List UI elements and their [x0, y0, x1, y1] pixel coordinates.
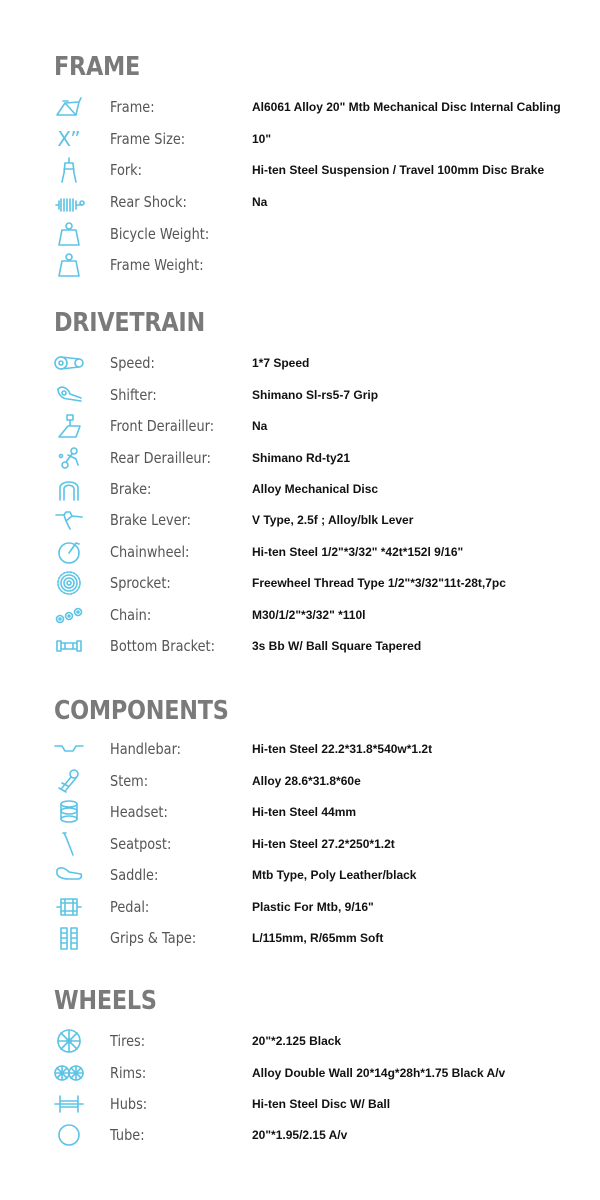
- brake-lever-icon: [52, 506, 86, 534]
- spec-row-headset: [0, 797, 600, 827]
- spec-row-frame-size: [0, 124, 600, 154]
- spec-label: Frame:: [110, 98, 155, 116]
- frame-size-icon-text: X”: [57, 127, 81, 151]
- bottom-bracket-icon: [52, 632, 86, 660]
- spec-row-shifter: [0, 380, 600, 410]
- spec-label: Bicycle Weight:: [110, 225, 210, 243]
- spec-row-tires: [0, 1026, 600, 1056]
- spec-row-fork: [0, 155, 600, 185]
- handlebar-icon: [52, 735, 86, 763]
- spec-value: Hi-ten Steel Disc W/ Ball: [252, 1097, 391, 1111]
- grips-icon: [52, 924, 86, 952]
- spec-value: Alloy 28.6*31.8*60e: [252, 774, 361, 788]
- spec-value: Plastic For Mtb, 9/16": [252, 900, 374, 914]
- spec-value: 1*7 Speed: [252, 356, 310, 370]
- spec-row-handlebar: [0, 734, 600, 764]
- frame-icon: [52, 93, 86, 121]
- spec-value: L/115mm, R/65mm Soft: [252, 931, 384, 945]
- tube-icon: [52, 1121, 86, 1149]
- spec-row-rear-shock: [0, 187, 600, 217]
- spec-value: Mtb Type, Poly Leather/black: [252, 868, 417, 882]
- chain-icon: [52, 601, 86, 629]
- spec-label: Tires:: [110, 1032, 146, 1050]
- spec-value: Alloy Double Wall 20*14g*28h*1.75 Black A/v: [252, 1066, 506, 1080]
- spec-label: Seatpost:: [110, 835, 172, 853]
- fork-icon: [52, 156, 86, 184]
- spec-row-pedal: [0, 892, 600, 922]
- spec-label: Tube:: [110, 1126, 145, 1144]
- spec-row-front-derailleur: [0, 411, 600, 441]
- spec-row-grips-tape: [0, 923, 600, 953]
- spec-row-stem: [0, 766, 600, 796]
- shifter-icon: [52, 381, 86, 409]
- spec-value: Hi-ten Steel 1/2"*3/32" *42t*152l 9/16": [252, 545, 464, 559]
- spec-label: Fork:: [110, 161, 142, 179]
- spec-value: Alloy Mechanical Disc: [252, 482, 379, 496]
- spec-label: Grips & Tape:: [110, 929, 197, 947]
- spec-row-bottom-bracket: [0, 631, 600, 661]
- chainwheel-icon: [52, 538, 86, 566]
- spec-label: Rear Derailleur:: [110, 449, 211, 467]
- stem-icon: [52, 767, 86, 795]
- spec-row-frame: [0, 92, 600, 122]
- frame-size-icon: [52, 125, 86, 153]
- spec-value: Shimano Sl-rs5-7 Grip: [252, 388, 379, 402]
- tire-icon: [52, 1027, 86, 1055]
- spec-label: Front Derailleur:: [110, 417, 215, 435]
- rear-derailleur-icon: [52, 444, 86, 472]
- weight-icon: [52, 220, 86, 248]
- spec-label: Sprocket:: [110, 574, 171, 592]
- spec-label: Pedal:: [110, 898, 150, 916]
- spec-label: Bottom Bracket:: [110, 637, 215, 655]
- spec-label: Brake:: [110, 480, 152, 498]
- spec-value: Hi-ten Steel 27.2*250*1.2t: [252, 837, 395, 851]
- spec-row-brake-lever: [0, 505, 600, 535]
- speed-icon: [52, 349, 86, 377]
- spec-row-saddle: [0, 860, 600, 890]
- spec-label: Frame Weight:: [110, 256, 204, 274]
- spec-value: 10": [252, 132, 272, 146]
- front-derailleur-icon: [52, 412, 86, 440]
- rims-icon: [52, 1059, 86, 1087]
- spec-value: 20"*1.95/2.15 A/v: [252, 1128, 348, 1142]
- spec-label: Saddle:: [110, 866, 159, 884]
- spec-row-chain: [0, 600, 600, 630]
- spec-label: Chain:: [110, 606, 152, 624]
- spec-label: Speed:: [110, 354, 155, 372]
- spec-label: Stem:: [110, 772, 149, 790]
- spec-value: Hi-ten Steel Suspension / Travel 100mm Disc Brake: [252, 163, 545, 177]
- weight-icon: [52, 251, 86, 279]
- spec-value: 20"*2.125 Black: [252, 1034, 342, 1048]
- saddle-icon: [52, 861, 86, 889]
- spec-value: V Type, 2.5f ; Alloy/blk Lever: [252, 513, 414, 527]
- spec-row-chainwheel: [0, 537, 600, 567]
- brake-icon: [52, 475, 86, 503]
- section-title-drivetrain: DRIVETRAIN: [54, 308, 205, 338]
- spec-value: Na: [252, 419, 268, 433]
- spec-value: Shimano Rd-ty21: [252, 451, 351, 465]
- spec-value: 3s Bb W/ Ball Square Tapered: [252, 639, 422, 653]
- spec-row-speed: [0, 348, 600, 378]
- spec-label: Headset:: [110, 803, 168, 821]
- spec-label: Shifter:: [110, 386, 157, 404]
- spec-row-rims: [0, 1058, 600, 1088]
- spec-row-rear-derailleur: [0, 443, 600, 473]
- spec-row-sprocket: [0, 568, 600, 598]
- section-title-frame: FRAME: [54, 52, 141, 82]
- spec-row-frame-weight: [0, 250, 600, 280]
- sprocket-icon: [52, 569, 86, 597]
- spec-value: Na: [252, 195, 268, 209]
- spec-row-bicycle-weight: [0, 219, 600, 249]
- hub-icon: [52, 1090, 86, 1118]
- spec-label: Rear Shock:: [110, 193, 187, 211]
- spec-label: Chainwheel:: [110, 543, 190, 561]
- spec-value: Hi-ten Steel 22.2*31.8*540w*1.2t: [252, 742, 433, 756]
- spec-label: Rims:: [110, 1064, 147, 1082]
- spec-value: Al6061 Alloy 20" Mtb Mechanical Disc Internal Cabling: [252, 100, 561, 114]
- spec-label: Hubs:: [110, 1095, 148, 1113]
- rear-shock-icon: [52, 188, 86, 216]
- spec-value: M30/1/2"*3/32" *110l: [252, 608, 366, 622]
- seatpost-icon: [52, 830, 86, 858]
- section-title-wheels: WHEELS: [54, 986, 157, 1016]
- spec-row-tube: [0, 1120, 600, 1150]
- pedal-icon: [52, 893, 86, 921]
- spec-row-hubs: [0, 1089, 600, 1119]
- spec-label: Handlebar:: [110, 740, 182, 758]
- spec-value: Hi-ten Steel 44mm: [252, 805, 357, 819]
- spec-label: Frame Size:: [110, 130, 186, 148]
- headset-icon: [52, 798, 86, 826]
- spec-label: Brake Lever:: [110, 511, 192, 529]
- section-title-components: COMPONENTS: [54, 696, 229, 726]
- spec-row-seatpost: [0, 829, 600, 859]
- spec-value: Freewheel Thread Type 1/2"*3/32"11t-28t,7pc: [252, 576, 506, 590]
- spec-row-brake: [0, 474, 600, 504]
